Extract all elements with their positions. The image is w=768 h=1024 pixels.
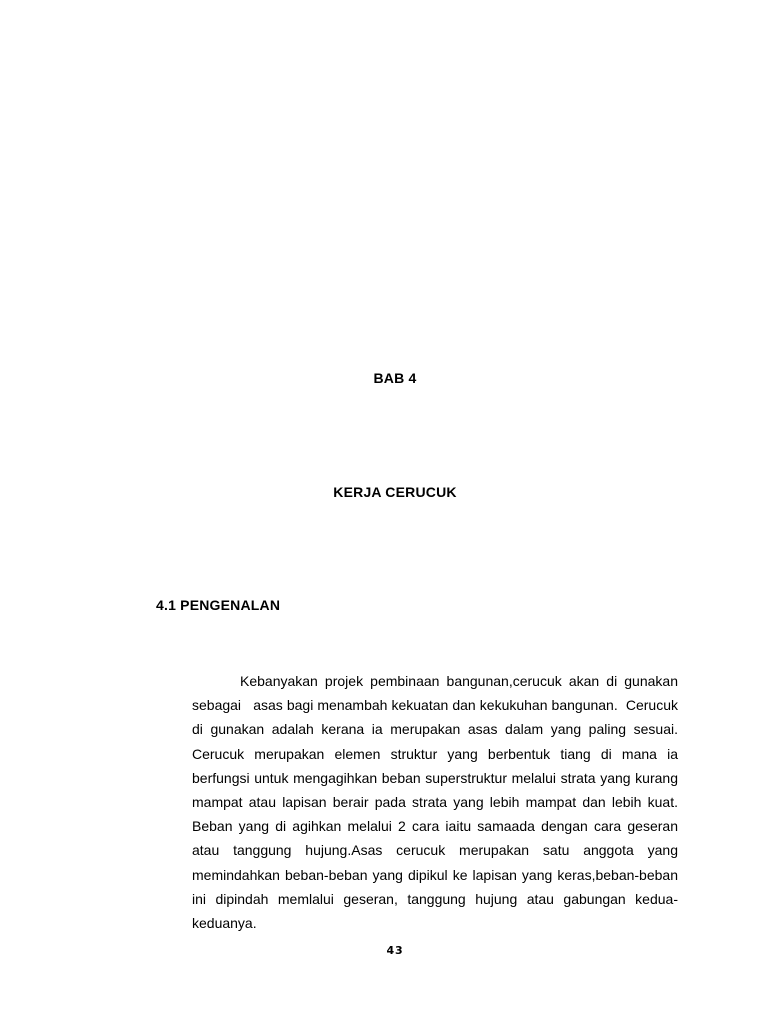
section-heading: 4.1 PENGENALAN: [156, 597, 281, 613]
chapter-title: KERJA CERUCUK: [333, 484, 457, 500]
section-body: [192, 669, 686, 935]
page-number: 43: [386, 944, 404, 957]
chapter-label: BAB 4: [373, 370, 417, 386]
body-paragraph: Kebanyakan projek pembinaan bangunan,cerucuk akan di gunakan sebagai asas bagi menambah kekuatan dan kekukuhan bangunan. Cerucuk di gunakan adalah kerana ia merupakan asas dalam yang paling sesuai. Cerucuk merupakan elemen struktur yang berbentuk tiang di mana ia berfungsi untuk mengagihkan beban superstruktur melalui strata yang kurang mampat atau lapisan berair pada strata yang lebih mampat dan lebih kuat. Beban yang di agihkan melalui 2 cara iaitu samaada dengan cara geseran atau tanggung hujung.Asas cerucuk merupakan satu anggota yang memindahkan beban-beban yang dipikul ke lapisan yang keras,beban-beban ini dipindah memlalui geseran, tanggung hujung atau gabungan kedua-keduanya.: [192, 673, 686, 932]
